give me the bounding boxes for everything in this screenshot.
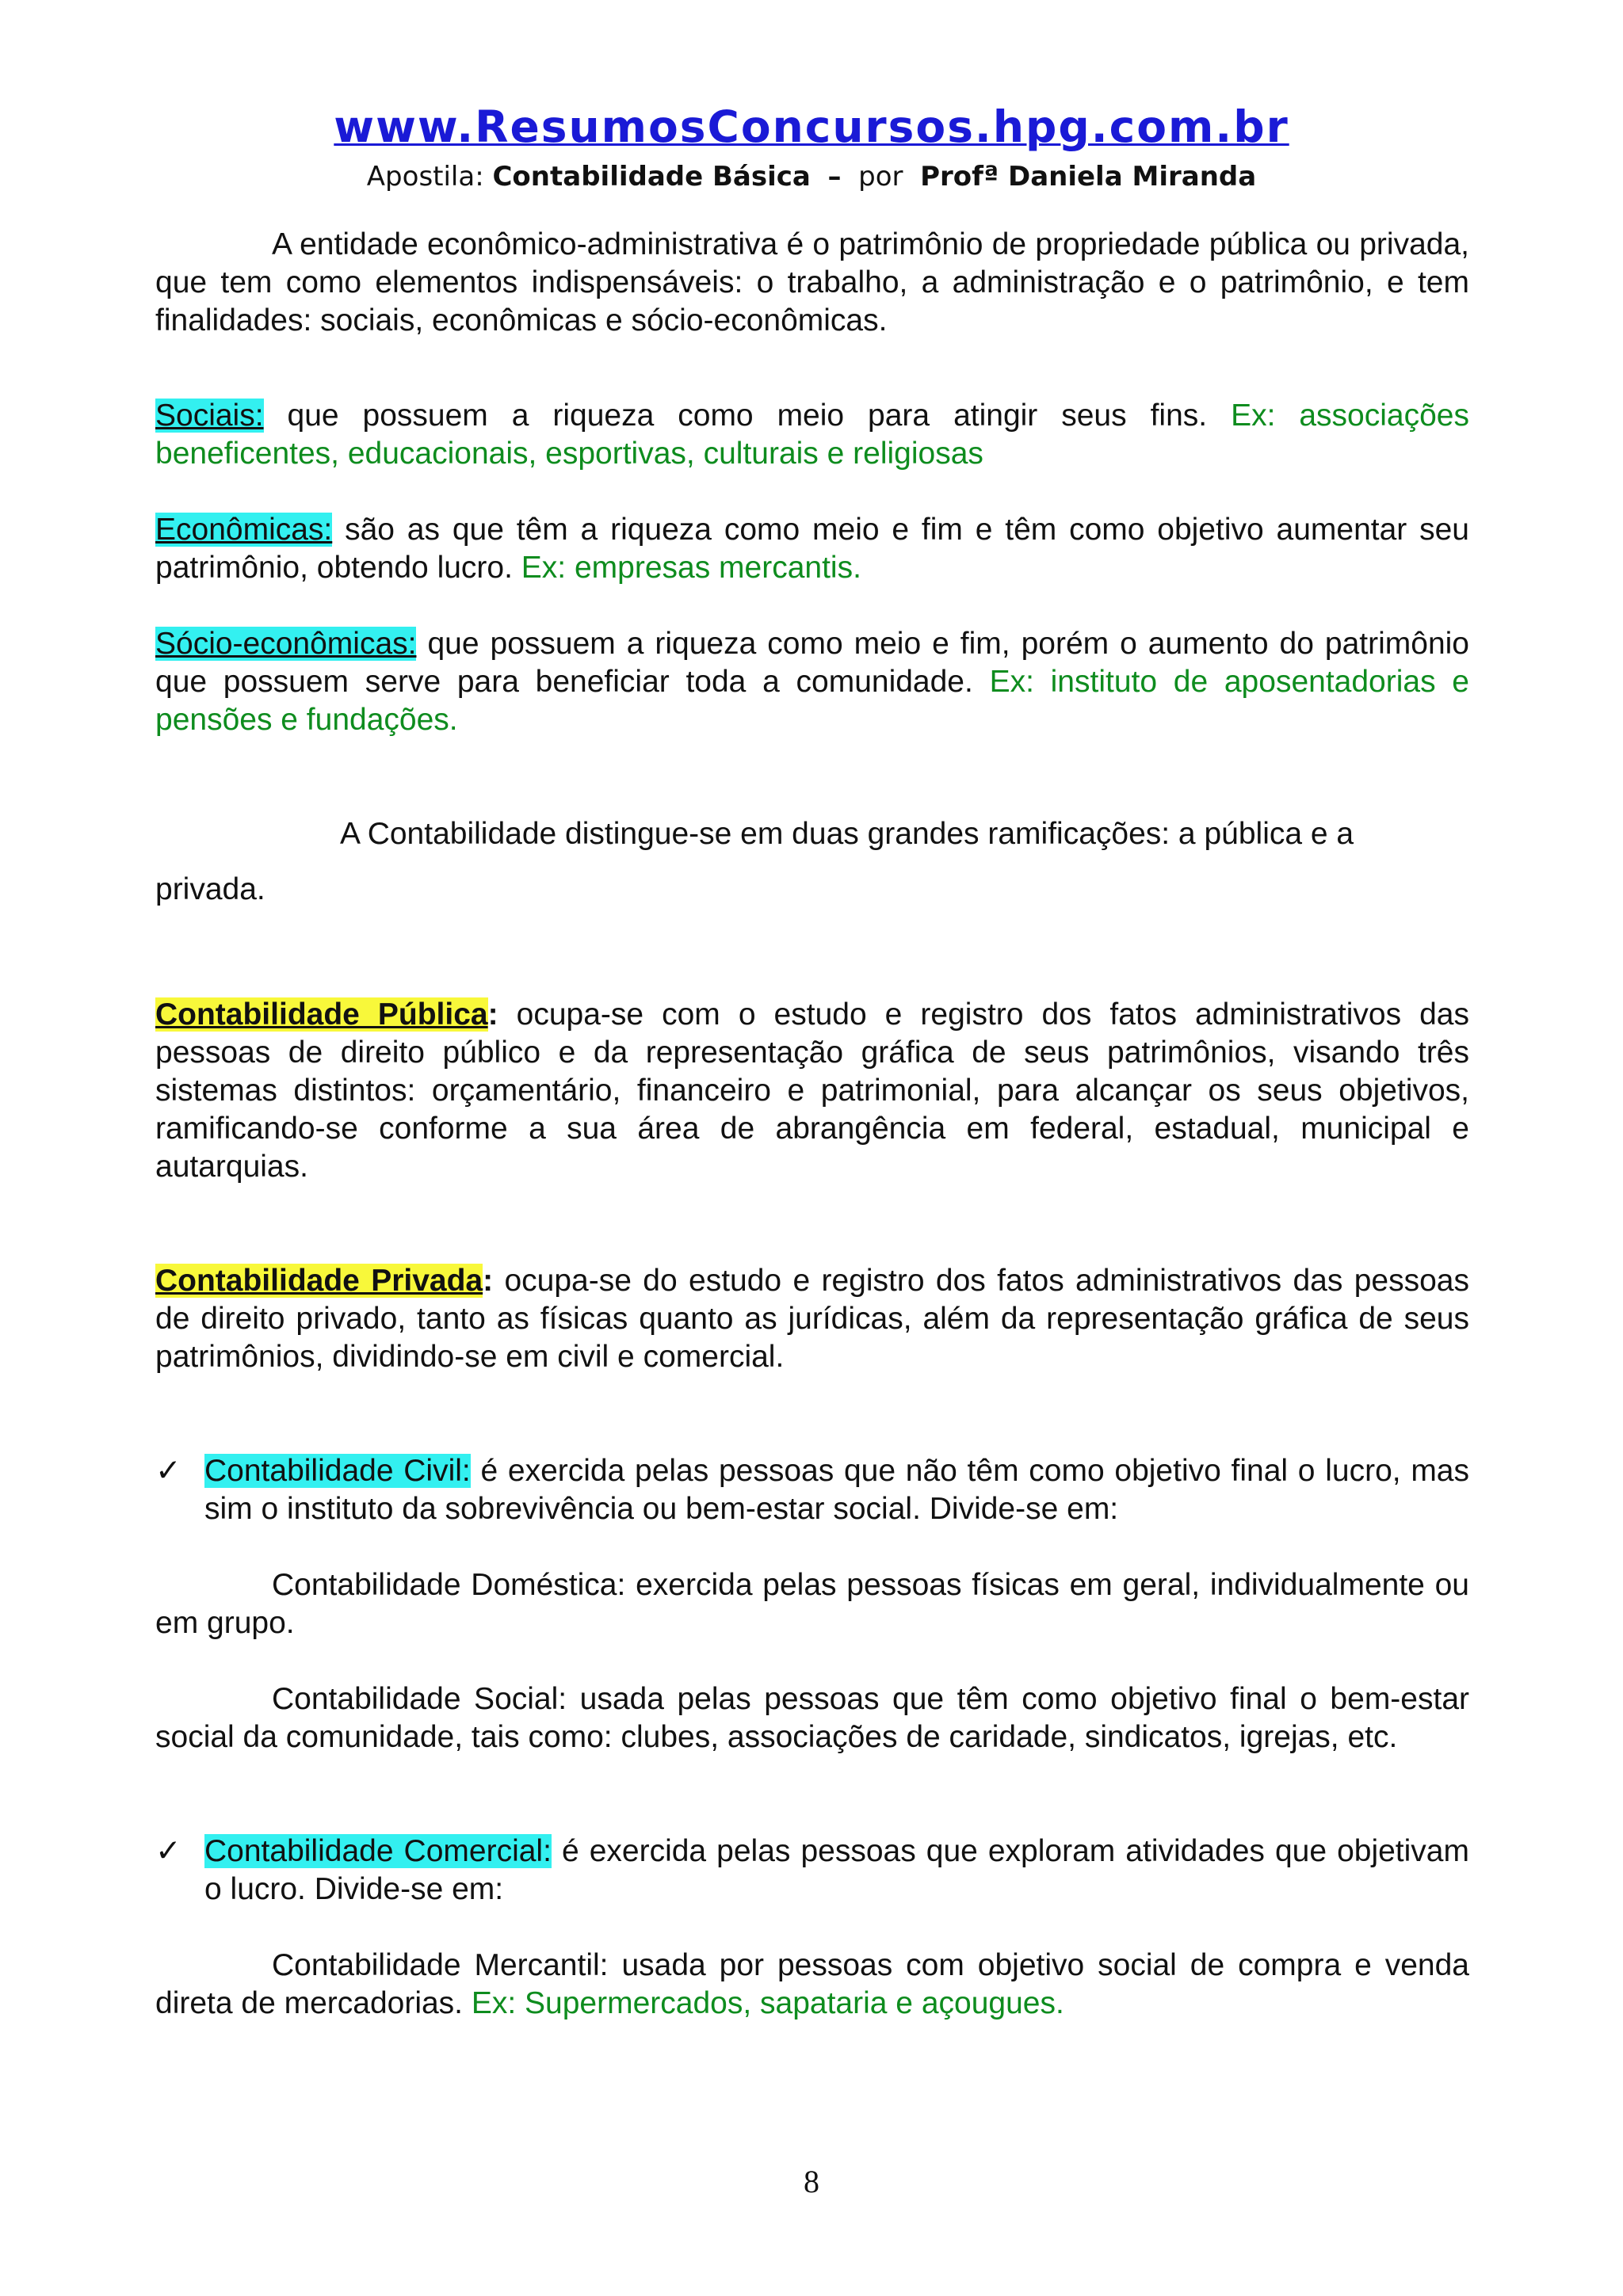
socio-economicas-example: Ex: instituto de aposentadorias e pensões e fundações.: [155, 665, 1469, 737]
privada-colon: :: [483, 1264, 494, 1298]
privada-text: ocupa-se do estudo e registro dos fatos administrativos das pessoas de direito privado, tanto as físicas quanto as jurídicas, além da representação gráfica de seus patrimônios, dividindo-se em civil e comercial.: [155, 1264, 1469, 1374]
economicas-example: Ex: empresas mercantis.: [521, 551, 861, 585]
socio-economicas-term: Sócio-econômicas:: [155, 627, 417, 661]
socio-economicas-paragraph: [155, 625, 1469, 739]
comercial-term: Contabilidade Comercial:: [204, 1834, 552, 1868]
publica-text: ocupa-se com o estudo e registro dos fatos administrativos das pessoas de direito público e da representação gráfica de seus patrimônios, visando três sistemas distintos: orçamentário, financeiro e patrimonial, para alcançar os seus objetivos, ramificando-se conforme a sua área de abrangência em federal, estadual, municipal e autarquias.: [155, 997, 1469, 1184]
comercial-bullet: [155, 1833, 1469, 1909]
apostila-title: Contabilidade Básica: [492, 161, 811, 193]
economicas-paragraph: [155, 511, 1469, 587]
publica-term: Contabilidade Pública: [155, 997, 488, 1032]
sociais-term: Sociais:: [155, 399, 264, 433]
publica-colon: :: [487, 997, 498, 1032]
civil-text: é exercida pelas pessoas que não têm como objetivo final o lucro, mas sim o instituto da sobrevivência ou bem-estar social. Divide-se em:: [204, 1454, 1469, 1526]
page-header: [0, 99, 1623, 196]
socio-economicas-text: que possuem a riqueza como meio e fim, porém o aumento do patrimônio que possuem serve para beneficiar toda a comunidade.: [155, 627, 1469, 699]
social-paragraph: Contabilidade Social: usada pelas pessoas que têm como objetivo final o bem-estar social da comunidade, tais como: clubes, associações de caridade, sindicatos, igrejas, etc.: [155, 1682, 1469, 1754]
sociais-paragraph: [155, 397, 1469, 473]
mercantil-example: Ex: Supermercados, sapataria e açougues.: [471, 1986, 1064, 2020]
checkmark-icon: ✓: [155, 1453, 181, 1489]
economicas-term: Econômicas:: [155, 513, 333, 547]
mercantil-paragraph: [155, 1947, 1469, 2023]
civil-bullet: [155, 1452, 1469, 1528]
document-body: [155, 226, 1469, 2023]
civil-term: Contabilidade Civil:: [204, 1454, 471, 1488]
publica-paragraph: [155, 996, 1469, 1186]
ramificacoes-paragraph: [155, 815, 1469, 909]
comercial-text: é exercida pelas pessoas que exploram atividades que objetivam o lucro. Divide-se em:: [204, 1834, 1469, 1906]
site-url-link[interactable]: www.ResumosConcursos.hpg.com.br: [334, 101, 1289, 152]
por-label: por: [858, 161, 903, 193]
ramificacoes-line-1: A Contabilidade distingue-se em duas grandes ramificações: a pública e a: [340, 817, 1354, 851]
privada-term: Contabilidade Privada: [155, 1264, 483, 1298]
document-subtitle: [0, 158, 1623, 196]
mercantil-text: Contabilidade Mercantil: usada por pessoas com objetivo social de compra e venda direta de mercadorias.: [155, 1948, 1469, 2020]
sociais-text: que possuem a riqueza como meio para atingir seus fins.: [263, 399, 1232, 433]
checkmark-icon: ✓: [155, 1833, 181, 1869]
title-separator: –: [827, 161, 842, 193]
intro-paragraph: A entidade econômico-administrativa é o patrimônio de propriedade pública ou privada, que tem como elementos indispensáveis: o trabalho, a administração e o patrimônio, e tem finalidades: sociais, econômicas e sócio-econômicas.: [155, 227, 1469, 338]
privada-paragraph: [155, 1262, 1469, 1376]
sociais-example: Ex: associações beneficentes, educacionais, esportivas, culturais e religiosas: [155, 399, 1469, 471]
economicas-text: são as que têm a riqueza como meio e fim e têm como objetivo aumentar seu patrimônio, obtendo lucro.: [155, 513, 1469, 585]
domestica-paragraph: Contabilidade Doméstica: exercida pelas pessoas físicas em geral, individualmente ou em grupo.: [155, 1568, 1469, 1640]
page-number: 8: [804, 2164, 819, 2199]
ramificacoes-line-2: privada.: [155, 872, 265, 906]
author-name: Profª Daniela Miranda: [920, 161, 1257, 193]
apostila-label: Apostila:: [366, 161, 484, 193]
